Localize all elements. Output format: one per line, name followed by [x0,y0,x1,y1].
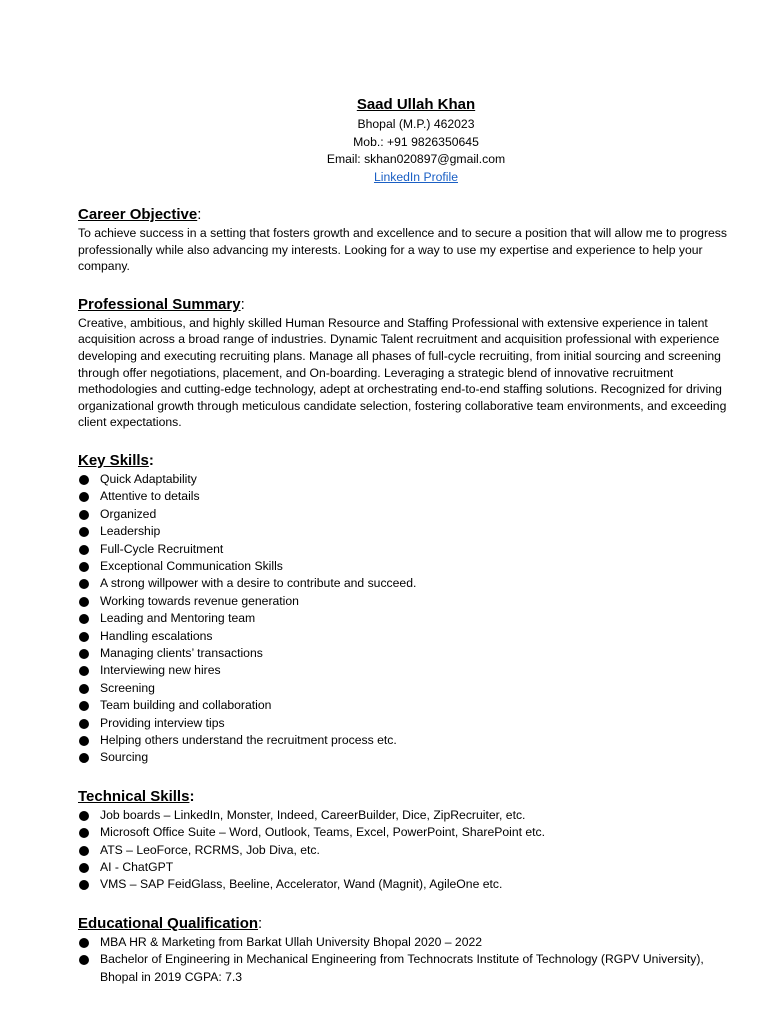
list-item: Providing interview tips [78,715,728,732]
list-item: Attentive to details [78,488,728,505]
bullet-icon [79,632,89,642]
career-objective-heading: Career Objective: [78,206,202,223]
bullet-icon [79,649,89,659]
bullet-icon [79,863,89,873]
list-item: Screening [78,680,728,697]
bullet-icon [79,579,89,589]
list-item: MBA HR & Marketing from Barkat Ullah University Bhopal 2020 – 2022 [78,934,740,951]
bullet-icon [79,719,89,729]
list-item: Managing clients’ transactions [78,645,728,662]
bullet-icon [79,753,89,763]
bullet-icon [79,736,89,746]
resume-page [78,94,728,986]
bullet-icon [79,492,89,502]
list-item: Exceptional Communication Skills [78,558,728,575]
list-item: Quick Adaptability [78,471,728,488]
bullet-icon [79,614,89,624]
bullet-icon [79,880,89,890]
list-item: Interviewing new hires [78,662,728,679]
bullet-icon [79,811,89,821]
bullet-icon [79,938,89,948]
technical-skills-heading: Technical Skills: [78,787,195,805]
bullet-icon [79,562,89,572]
linkedin-profile-link[interactable]: LinkedIn Profile [373,169,458,184]
bullet-icon [79,955,89,965]
professional-summary-text: Creative, ambitious, and highly skilled Human Resource and Staffing Professional with extensive experience in talent acquisition across a broad range of industries. Dynamic Talent recruitment and acquisition professional with experience developing and executing recruiting plans. Manage all phases of full-cycle recruiting, from initial sourcing and screening through offer negotiations, placement, and On-boarding. Leveraging a strategic blend of innovative recruitment methodologies and cutting-edge technology, adept at orchestrating end-to-end staffing solutions. Recognized for driving organizational growth through meticulous candidate selection, fostering collaborative team environments, and exceeding client expectations. [78,315,727,430]
bullet-icon [79,527,89,537]
list-item: Working towards revenue generation [78,593,728,610]
technical-skills-list [78,807,728,894]
list-item: Leadership [78,523,728,540]
bullet-icon [79,701,89,711]
bullet-icon [79,597,89,607]
list-item: AI - ChatGPT [78,859,728,876]
bullet-icon [79,684,89,694]
candidate-name: Saad Ullah Khan [356,96,476,113]
resume-header [0,94,754,186]
email-address: Email: skhan020897@gmail.com [326,152,506,166]
list-item: Full-Cycle Recruitment [78,541,728,558]
education-list [78,934,728,986]
key-skills-list [78,471,728,767]
list-item: VMS – SAP FeidGlass, Beeline, Accelerator, Wand (Magnit), AgileOne etc. [78,876,728,893]
career-objective-text: To achieve success in a setting that fosters growth and excellence and to secure a position that will allow me to progress professionally while also advancing my interests. Looking for a way to use my expertise and experience to help your company. [78,226,727,274]
list-item: Microsoft Office Suite – Word, Outlook, Teams, Excel, PowerPoint, SharePoint etc. [78,824,728,841]
list-item: A strong willpower with a desire to contribute and succeed. [78,575,728,592]
bullet-icon [79,666,89,676]
list-item: Job boards – LinkedIn, Monster, Indeed, CareerBuilder, Dice, ZipRecruiter, etc. [78,807,728,824]
list-item: Bachelor of Engineering in Mechanical Engineering from Technocrats Institute of Technology (RGPV University), Bhopal in 2019 CGPA: 7.3 [78,951,740,986]
address: Bhopal (M.P.) 462023 [357,117,475,131]
bullet-icon [79,475,89,485]
professional-summary-heading: Professional Summary: [78,295,245,313]
bullet-icon [79,828,89,838]
list-item: Team building and collaboration [78,697,728,714]
bullet-icon [79,510,89,520]
list-item: Organized [78,506,728,523]
bullet-icon [79,846,89,856]
mobile-number: Mob.: +91 9826350645 [353,134,479,149]
list-item: Sourcing [78,749,728,766]
key-skills-heading: Key Skills: [78,451,154,469]
bullet-icon [79,545,89,555]
list-item: Helping others understand the recruitment process etc. [78,732,728,749]
education-heading: Educational Qualification: [78,914,263,932]
list-item: Leading and Mentoring team [78,610,728,627]
list-item: ATS – LeoForce, RCRMS, Job Diva, etc. [78,842,728,859]
list-item: Handling escalations [78,628,728,645]
